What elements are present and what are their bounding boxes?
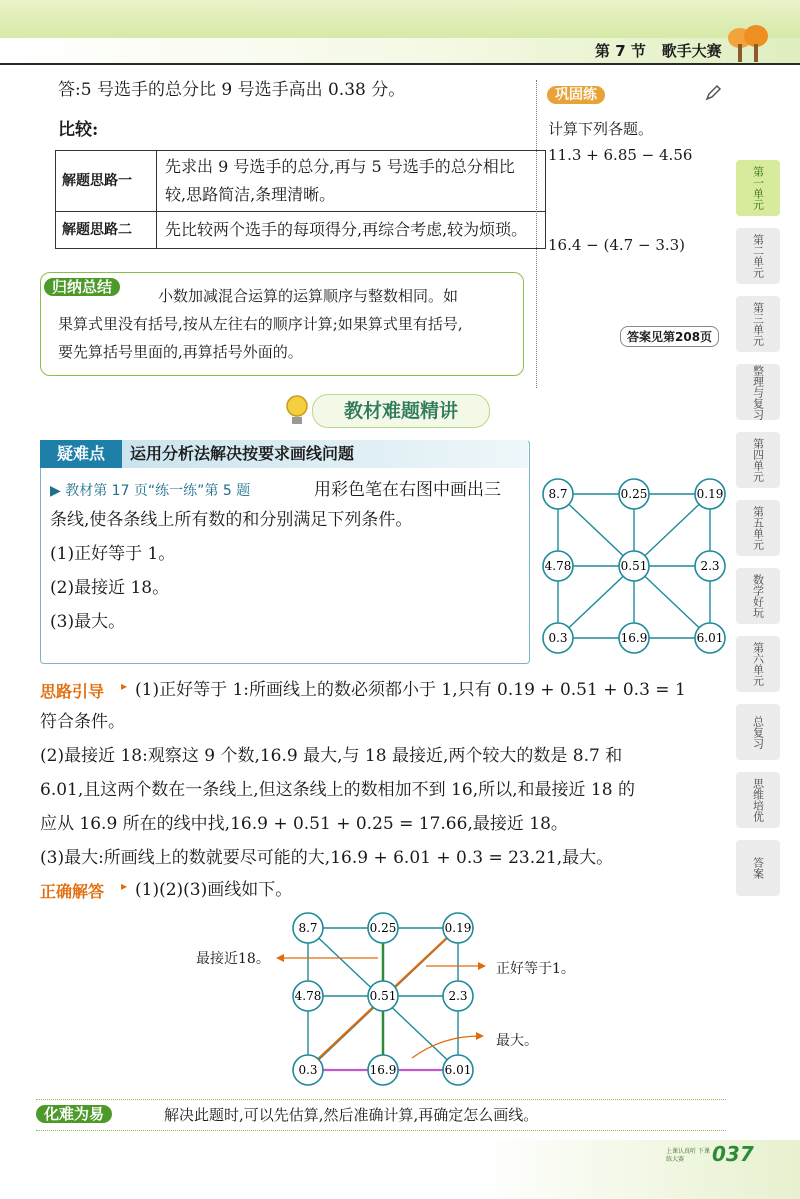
summary-line: 果算式里没有括号,按从左往右的顺序计算;如果算式里有括号, xyxy=(58,315,463,333)
table-row xyxy=(56,151,546,212)
difficulty-tag: 疑难点 xyxy=(40,440,122,468)
section-title xyxy=(595,40,722,61)
tip-tag-label: 化难为易 xyxy=(36,1105,112,1123)
number-grid-diagram xyxy=(540,478,730,660)
header-rule xyxy=(0,63,800,65)
practice-tag xyxy=(547,84,605,104)
practice-instruction: 计算下列各题。 xyxy=(548,120,654,138)
difficulty-source xyxy=(50,480,250,500)
header-band xyxy=(0,0,800,38)
guide-tag: 思路引导 xyxy=(40,682,105,701)
grid-node-value: 2.3 xyxy=(700,559,720,574)
guide-line: 符合条件。 xyxy=(40,712,125,732)
practice-q2: 16.4 − (4.7 − 3.3) xyxy=(548,236,686,254)
row-text: 先比较两个选手的每项得分,再综合考虑,较为烦琐。 xyxy=(165,220,528,239)
table-row xyxy=(56,212,546,249)
summary-line: 小数加减混合运算的运算顺序与整数相同。如 xyxy=(158,287,459,305)
summary-line: 要先算括号里面的,再算括号外面的。 xyxy=(58,343,303,361)
compare-title: 比较: xyxy=(58,120,99,140)
banner-title: 教材难题精讲 xyxy=(343,400,458,422)
grid-node-value: 0.25 xyxy=(620,487,648,502)
row-text: 先求出 9 号选手的总分,再与 5 号选手的总分相比 xyxy=(165,157,515,176)
difficulty-line: 用彩色笔在右图中画出三 xyxy=(314,480,501,500)
practice-tag-label: 巩固练 xyxy=(547,86,605,104)
difficulty-title: 运用分析法解决按要求画线问题 xyxy=(130,444,355,463)
label-equal-1: 正好等于1。 xyxy=(496,961,575,977)
grid-node-value: 0.51 xyxy=(369,989,397,1004)
correct-text: (1)(2)(3)画线如下。 xyxy=(135,880,293,900)
difficulty-line: 条线,使各条线上所有数的和分别满足下列条件。 xyxy=(50,510,413,530)
row-label: 解题思路一 xyxy=(56,151,157,212)
difficulty-source-text: 教材第 17 页“练一练”第 5 题 xyxy=(65,483,251,499)
sidebar-item-unit5[interactable]: 第五单元 xyxy=(736,500,780,556)
sidebar-item-answers[interactable]: 答案 xyxy=(736,840,780,896)
grid-node-value: 0.19 xyxy=(696,487,724,502)
grid-node-value: 0.25 xyxy=(369,921,397,936)
grid-node-value: 0.51 xyxy=(620,559,648,574)
lightbulb-icon xyxy=(284,393,310,427)
guide-line: (1)正好等于 1:所画线上的数必须都小于 1,只有 0.19 + 0.51 + 0.3 = 1 xyxy=(135,680,686,700)
tip-text: 解决此题时,可以先估算,然后准确计算,再确定怎么画线。 xyxy=(164,1106,539,1124)
sidebar-item-review[interactable]: 整理与复习 xyxy=(736,364,780,420)
answer-line: 答:5 号选手的总分比 9 号选手高出 0.38 分。 xyxy=(58,80,406,100)
grid-node-value: 0.3 xyxy=(298,1063,318,1078)
label-max: 最大。 xyxy=(496,1033,538,1049)
page-number: 037 xyxy=(712,1142,754,1166)
grid-node-value: 4.78 xyxy=(544,559,572,574)
row-text: 较,思路简洁,条理清晰。 xyxy=(165,185,336,204)
sidebar-item-unit3[interactable]: 第三单元 xyxy=(736,296,780,352)
condition-1: (1)正好等于 1。 xyxy=(50,544,176,564)
guide-line: 应从 16.9 所在的线中找,16.9 + 0.51 + 0.25 = 17.66,最接近 18。 xyxy=(40,814,568,834)
column-divider xyxy=(536,80,537,388)
grid-node-value: 0.19 xyxy=(444,921,472,936)
sidebar-item-thinking[interactable]: 思维培优 xyxy=(736,772,780,828)
grid-node-value: 16.9 xyxy=(620,631,648,646)
sidebar-item-unit6[interactable]: 第六单元 xyxy=(736,636,780,692)
label-nearest-18: 最接近18。 xyxy=(196,951,270,967)
answer-diagram xyxy=(180,908,540,1094)
practice-q1: 11.3 + 6.85 − 4.56 xyxy=(548,146,693,164)
guide-arrow-icon: ▸ xyxy=(121,679,128,693)
condition-3: (3)最大。 xyxy=(50,612,126,632)
grid-node-value: 2.3 xyxy=(448,989,468,1004)
sidebar-item-unit1[interactable]: 第一单元 xyxy=(736,160,780,216)
sidebar-item-unit4[interactable]: 第四单元 xyxy=(736,432,780,488)
grid-node-value: 6.01 xyxy=(444,1063,472,1078)
tree-icon xyxy=(722,22,774,64)
guide-line: 6.01,且这两个数在一条线上,但这条线上的数相加不到 16,所以,和最接近 18 的 xyxy=(40,780,635,800)
grid-node-value: 6.01 xyxy=(696,631,724,646)
pencil-icon xyxy=(704,84,722,102)
row-label: 解题思路二 xyxy=(56,212,157,249)
sidebar-item-unit2[interactable]: 第二单元 xyxy=(736,228,780,284)
grid-node-value: 8.7 xyxy=(298,921,318,936)
sidebar-item-fun-math[interactable]: 数学好玩 xyxy=(736,568,780,624)
guide-line: (2)最接近 18:观察这 9 个数,16.9 最大,与 18 最接近,两个较大的数是 8.7 和 xyxy=(40,746,623,766)
sidebar-item-final-review[interactable]: 总复习 xyxy=(736,704,780,760)
grid-node-value: 4.78 xyxy=(294,989,322,1004)
footer-motto: 上课认真听 下课练大赛 xyxy=(666,1148,710,1163)
grid-node-value: 8.7 xyxy=(548,487,568,502)
section-number: 第 7 节 xyxy=(595,42,646,60)
grid-node-value: 16.9 xyxy=(369,1063,397,1078)
section-name: 歌手大赛 xyxy=(661,42,722,60)
guide-line: (3)最大:所画线上的数就要尽可能的大,16.9 + 6.01 + 0.3 = 23.21,最大。 xyxy=(40,848,614,868)
compare-table xyxy=(55,150,546,249)
banner xyxy=(312,394,490,428)
sidebar xyxy=(736,160,784,908)
play-icon: ▶ xyxy=(50,483,66,499)
correct-tag: 正确解答 xyxy=(40,882,105,901)
answer-reference[interactable]: 答案见第208页 xyxy=(620,326,719,347)
summary-tag-label: 归纳总结 xyxy=(44,278,120,296)
tip-tag xyxy=(36,1103,112,1124)
condition-2: (2)最接近 18。 xyxy=(50,578,170,598)
summary-tag xyxy=(44,276,120,297)
grid-node-value: 0.3 xyxy=(548,631,568,646)
correct-arrow-icon: ▸ xyxy=(121,879,128,893)
